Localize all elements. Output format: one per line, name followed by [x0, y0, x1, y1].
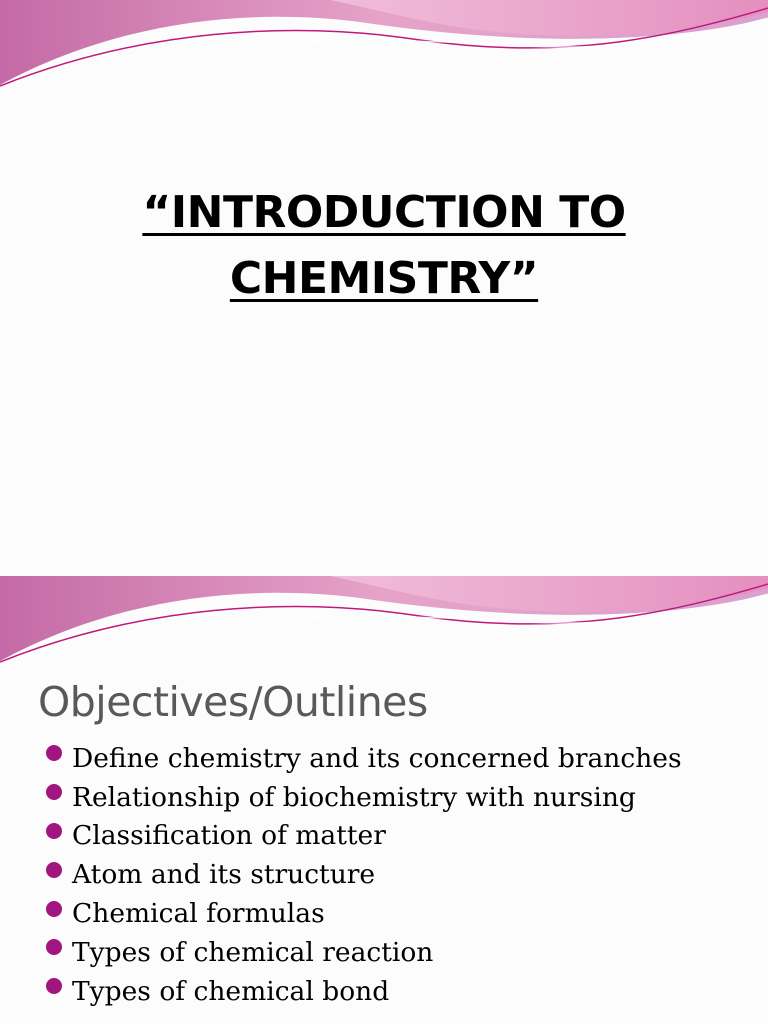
slide-objectives [0, 576, 768, 1024]
decorative-wave-banner [0, 0, 768, 90]
list-item [46, 894, 766, 933]
decorative-wave-banner [0, 576, 768, 666]
objectives-list [46, 739, 766, 1011]
bullet-dot-icon [46, 978, 62, 994]
list-item-text: Chemical formulas [72, 898, 325, 930]
list-item [46, 778, 766, 817]
slide-title-text: “INTRODUCTION TO CHEMISTRY” [142, 187, 626, 304]
section-heading: Objectives/Outlines [38, 678, 428, 726]
list-item [46, 972, 766, 1011]
list-item [46, 817, 766, 856]
bullet-dot-icon [46, 784, 62, 800]
bullet-dot-icon [46, 823, 62, 839]
list-item-text: Types of chemical bond [72, 975, 390, 1007]
list-item [46, 855, 766, 894]
bullet-dot-icon [46, 901, 62, 917]
title-container [0, 180, 768, 312]
list-item [46, 739, 766, 778]
list-item-text: Classification of matter [72, 820, 386, 852]
list-item-text: Types of chemical reaction [72, 936, 434, 968]
bullet-dot-icon [46, 745, 62, 761]
list-item-text: Define chemistry and its concerned branches [72, 742, 682, 774]
bullet-dot-icon [46, 862, 62, 878]
list-item [46, 933, 766, 972]
list-item-text: Atom and its structure [72, 859, 376, 891]
bullet-dot-icon [46, 939, 62, 955]
list-item-text: Relationship of biochemistry with nursing [72, 781, 636, 813]
